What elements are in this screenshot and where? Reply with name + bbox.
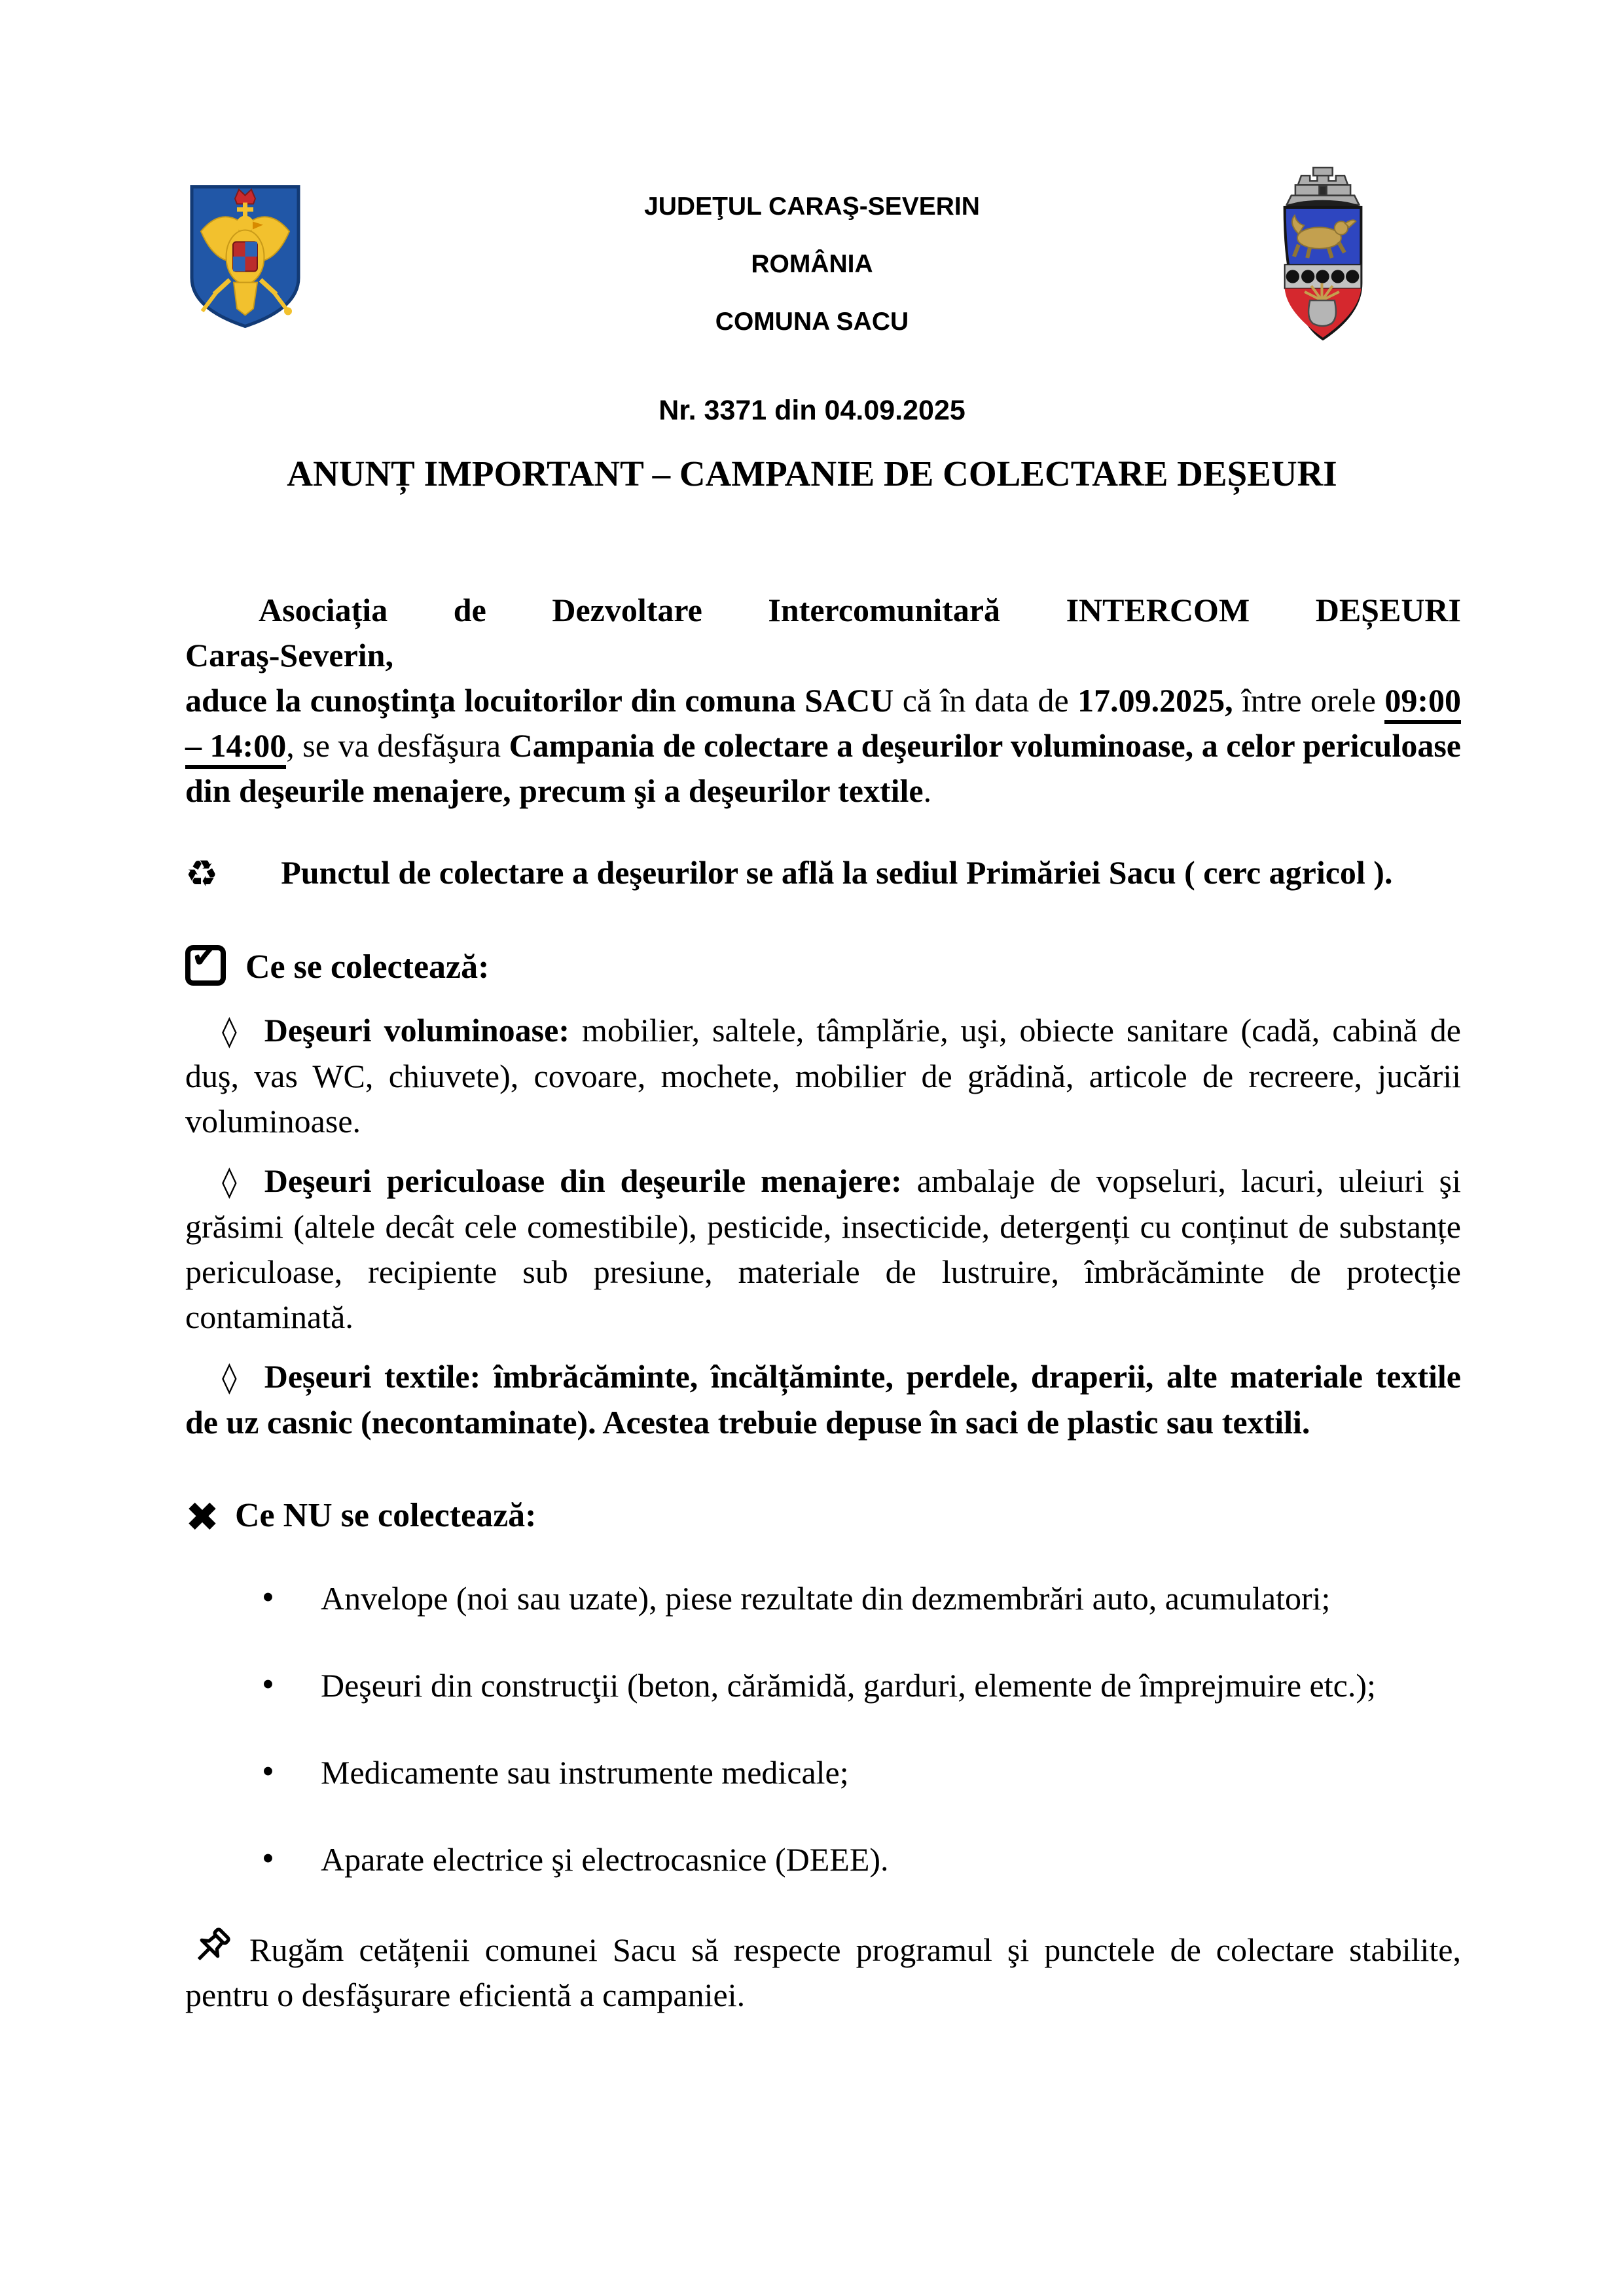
campaign-date: 17.09.2025,	[1077, 682, 1233, 719]
list-item-textile-waste	[185, 1354, 1461, 1445]
list-item-tires	[185, 1576, 1461, 1621]
organization-name: Asociația de Dezvoltare Intercomunitară INTERCOM DEȘEURI	[259, 592, 1461, 628]
collection-point-text: Punctul de colectare a deşeurilor se află la sediul Primăriei Sacu ( cerc agricol ).	[281, 854, 1393, 891]
list-item-bulky-waste	[185, 1008, 1461, 1144]
intro-text: între orele	[1233, 682, 1385, 719]
document-body	[185, 588, 1461, 2018]
announce-text: aduce la cunoştinţa locuitorilor din comuna SACU	[185, 682, 894, 719]
collected-items-list	[185, 1008, 1461, 1445]
list-item-medicines	[185, 1750, 1461, 1795]
intro-paragraph	[185, 588, 1461, 814]
item-text: îmbrăcăminte, încălțăminte, perdele, draperii, alte materiale textile de uz casnic (necontaminate). Acestea trebuie depuse în saci de plastic sau textili.	[185, 1358, 1461, 1441]
pushpin-icon	[185, 1931, 249, 1968]
header-county: JUDEŢUL CARAŞ-SEVERIN	[644, 192, 980, 221]
item-text: Medicamente sau instrumente medicale;	[321, 1754, 849, 1791]
page-title: ANUNȚ IMPORTANT – CAMPANIE DE COLECTARE DEȘEURI	[287, 454, 1337, 493]
organization-name-continued: Caraş-Severin,	[185, 637, 393, 673]
list-item-hazardous-waste	[185, 1158, 1461, 1340]
checkbox-checked-icon	[185, 937, 226, 986]
collection-point-paragraph	[185, 850, 1461, 897]
campaign-hours: 09:00 – 14:00	[185, 682, 1461, 769]
intro-text: .	[923, 772, 932, 809]
diamond-bullet-icon: ◊	[222, 1164, 237, 1199]
campaign-description: Campania de colectare a deşeurilor voluminoase, a celor periculoase din deşeurile menajere, precum şi a deşeurilor textile	[185, 727, 1461, 809]
romania-coat-of-arms-image	[188, 182, 302, 331]
round-bullet-icon: •	[262, 1839, 274, 1878]
diamond-bullet-icon: ◊	[222, 1359, 237, 1395]
intro-text: că în data de	[893, 682, 1078, 719]
item-text: mobilier, saltele, tâmplărie, uşi, obiecte sanitare (cadă, cabină de duş, vas WC, chiuvete), covoare, mochete, mobilier de grădină, articole de recreere, jucării voluminoase.	[185, 1012, 1461, 1139]
item-text: Aparate electrice şi electrocasnice (DEEE).	[321, 1841, 889, 1878]
collect-heading-text: Ce se colectează:	[245, 948, 490, 986]
item-label: Deşeuri periculoase din deşeurile menajere:	[264, 1162, 902, 1199]
list-item-electronics	[185, 1837, 1461, 1882]
intro-text: , se va desfăşura	[286, 727, 509, 764]
not-collected-items-list	[185, 1576, 1461, 1882]
registration-number: Nr. 3371 din 04.09.2025	[659, 395, 965, 426]
item-label: Deșeuri textile:	[264, 1358, 481, 1395]
round-bullet-icon: •	[262, 1664, 274, 1704]
item-text: ambalaje de vopseluri, lacuri, uleiuri şi grăsimi (altele decât cele comestibile), pesticide, insecticide, detergenți cu conținut de substanțe periculoase, recipiente sub presiune, materiale de lustruire, îmbrăcăminte de protecție contaminată.	[185, 1162, 1461, 1335]
sacu-coat-of-arms-image	[1278, 165, 1368, 344]
round-bullet-icon: •	[262, 1751, 274, 1791]
recycle-icon: ♻	[185, 853, 219, 895]
header-commune: COMUNA SACU	[715, 308, 909, 336]
header-country: ROMÂNIA	[751, 250, 873, 278]
not-collect-section-heading	[185, 1492, 1461, 1541]
collect-section-heading	[185, 937, 1461, 991]
closing-paragraph	[185, 1924, 1461, 2018]
check-mark-icon: ✔	[191, 937, 219, 975]
item-text: Anvelope (noi sau uzate), piese rezultate din dezmembrări auto, acumulatori;	[321, 1580, 1331, 1617]
round-bullet-icon: •	[262, 1577, 274, 1617]
x-mark-icon: ✖	[185, 1493, 219, 1541]
item-label: Deşeuri voluminoase:	[264, 1012, 569, 1049]
closing-text: Rugăm cetățenii comunei Sacu să respecte programul şi punctele de colectare stabilite, pentru o desfăşurare eficientă a campaniei.	[185, 1931, 1461, 2013]
item-text: Deşeuri din construcţii (beton, cărămidă, garduri, elemente de împrejmuire etc.);	[321, 1667, 1376, 1704]
not-collect-heading-text: Ce NU se colectează:	[234, 1497, 537, 1534]
list-item-construction-waste	[185, 1663, 1461, 1708]
diamond-bullet-icon: ◊	[222, 1013, 237, 1049]
